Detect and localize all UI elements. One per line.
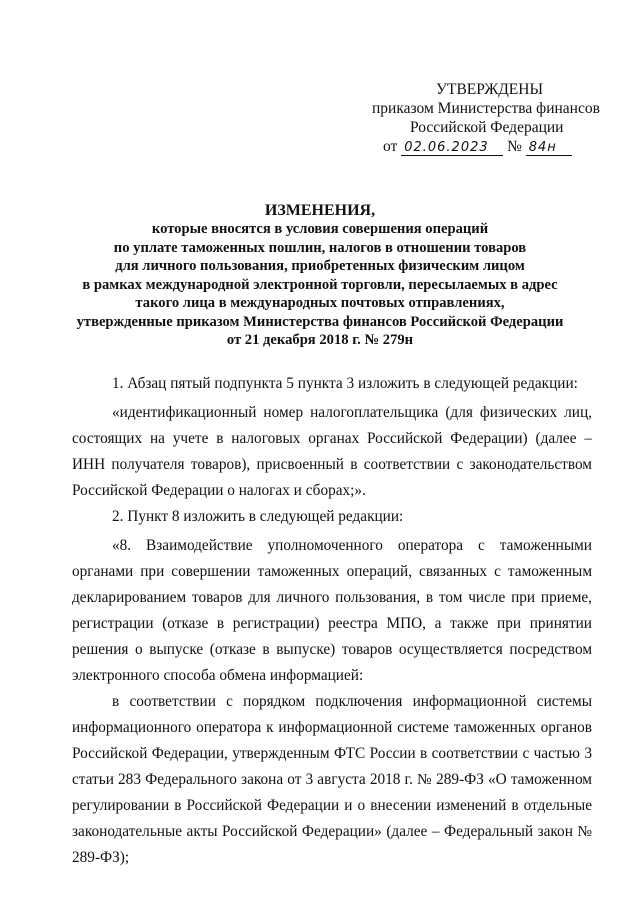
handwritten-date: 02.06.2023 (401, 140, 503, 156)
title-line: утвержденные приказом Министерства финансов Российской Федерации (76, 313, 564, 330)
title-line: которые вносятся в условия совершения операций (151, 221, 489, 237)
order-line: приказом Министерства финансов (372, 100, 600, 117)
paragraph-2: «идентификационный номер налогоплательщика (для физических лиц, состоящих на учете в налоговых органах Российской Федерации) (далее – ИНН получателя товаров), присвоенный в соответствии с законодательством Российской Федерации о налогах и сборах;». (72, 404, 592, 499)
title-line: от 21 декабря 2018 г. № 279н (226, 332, 414, 348)
from-label: от (383, 138, 398, 155)
title-line: в рамках международной электронной торговли, пересылаемых в адрес (82, 276, 558, 293)
title-line: по уплате таможенных пошлин, налогов в отношении товаров (113, 239, 527, 256)
paragraph-4: «8. Взаимодействие уполномоченного оператора с таможенными органами при совершении таможенных операций, связанных с таможенным декларированием товаров для личного пользования, в том числе при приеме, регистрации (отказе в регистрации) реестра МПО, а также при принятии решения о выпуске (отказе в выпуске) товаров осуществляется посредством электронного способа обмена информацией: (72, 537, 592, 684)
document-title (0, 201, 640, 350)
federation-line: Российской Федерации (410, 119, 564, 136)
date-number-line (370, 137, 610, 156)
paragraph-5: в соответствии с порядком подключения информационной системы информационного оператора к информационной системе таможенных органов Российской Федерации, утвержденным ФТС России в соответствии с частью 3 статьи 283 Федерального закона от 3 августа 2018 г. № 289-ФЗ «О таможенном регулировании в Российской Федерации и о внесении изменений в отдельные законодательные акты Российской Федерации» (далее – Федеральный закон № 289-ФЗ); (72, 693, 592, 866)
paragraph-1: 1. Абзац пятый подпункта 5 пункта 3 изложить в следующей редакции: (112, 375, 578, 392)
title-line: такого лица в международных почтовых отправлениях, (135, 295, 505, 311)
title-line: для личного пользования, приобретенных физическим лицом (115, 258, 525, 274)
number-label: № (507, 138, 522, 155)
title-main: ИЗМЕНЕНИЯ, (264, 202, 376, 219)
approved-heading: УТВЕРЖДЕНЫ (436, 81, 543, 98)
approval-stamp (370, 80, 610, 156)
handwritten-number: 84н (526, 140, 572, 156)
paragraph-3: 2. Пункт 8 изложить в следующей редакции: (112, 508, 404, 525)
